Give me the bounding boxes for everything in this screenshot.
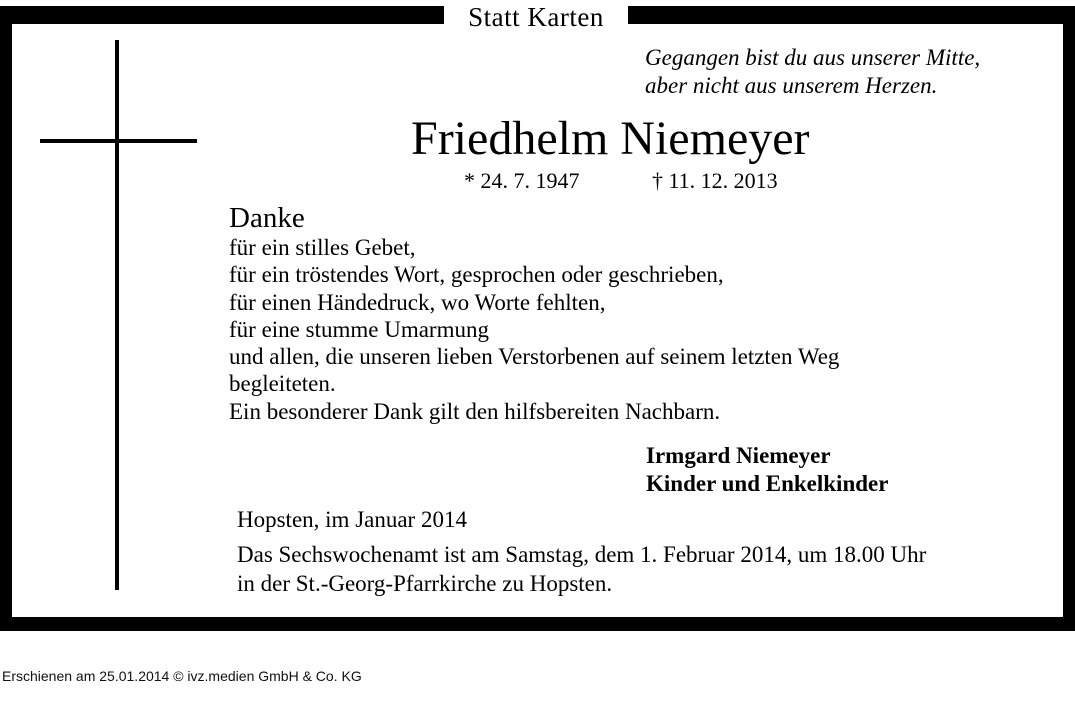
motto-line: aber nicht aus unserem Herzen.	[645, 73, 938, 98]
birth-date: * 24. 7. 1947	[464, 168, 580, 193]
thanks-heading: Danke	[229, 202, 305, 234]
publication-footer: Erschienen am 25.01.2014 © ivz.medien GmbH & Co. KG	[2, 668, 362, 684]
thanks-line: für einen Händedruck, wo Worte fehlten,	[229, 289, 606, 315]
thanks-line: Ein besonderer Dank gilt den hilfsbereiten Nachbarn.	[229, 398, 721, 424]
thanks-line: für ein tröstendes Wort, gesprochen oder geschrieben,	[229, 262, 724, 288]
service-line: Das Sechswochenamt ist am Samstag, dem 1. Februar 2014, um 18.00 Uhr	[237, 542, 927, 567]
motto	[645, 44, 980, 100]
thanks-line: und allen, die unseren lieben Verstorbenen auf seinem letzten Weg	[229, 344, 840, 370]
thanks-line: für eine stumme Umarmung	[229, 316, 489, 342]
header-label: Statt Karten	[444, 2, 628, 32]
signature-line: Kinder und Enkelkinder	[646, 471, 889, 496]
signature	[646, 442, 888, 498]
cross-icon-vertical-bar	[115, 40, 119, 590]
death-date: † 11. 12. 2013	[652, 168, 778, 193]
deceased-name: Friedhelm Niemeyer	[411, 112, 810, 165]
thanks-line: begleiteten.	[229, 371, 336, 397]
thanks-line: für ein stilles Gebet,	[229, 235, 416, 260]
cross-icon-horizontal-bar	[40, 139, 197, 143]
thanks-body	[229, 234, 839, 425]
motto-line: Gegangen bist du aus unserer Mitte,	[645, 45, 981, 70]
place-date: Hopsten, im Januar 2014	[237, 507, 467, 532]
service-line: in der St.-Georg-Pfarrkirche zu Hopsten.	[237, 571, 613, 596]
signature-line: Irmgard Niemeyer	[646, 443, 831, 468]
service-notice	[237, 540, 926, 598]
